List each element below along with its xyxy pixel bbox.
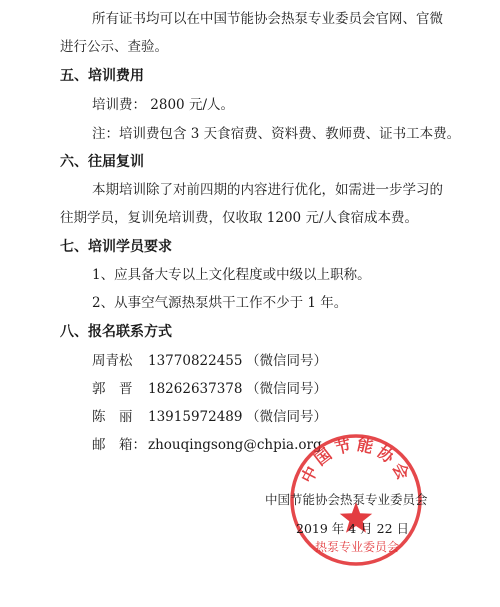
svg-text:中国节能协会 [297,435,414,486]
retraining-line2: 往期学员，复训免培训费，仅收取 1200 元/人食宿成本费。 [60,210,418,226]
seal-bottom-text: 热泵专业委员会 [315,540,400,554]
retraining-line1: 本期培训除了对前四期的内容进行优化，如需进一步学习的 [92,182,443,198]
contact-name: 陈 丽 [92,409,133,425]
contact-row [92,380,327,398]
email-link[interactable]: zhouqingsong@chpia.org [148,437,322,453]
requirement-1: 1、应具备大专以上文化程度或中级以上职称。 [92,267,371,283]
section5-heading: 五、培训费用 [60,68,144,84]
certificate-paragraph-line2: 进行公示、查验。 [60,39,168,55]
section7-heading: 七、培训学员要求 [60,239,172,255]
training-fee: 培训费： 2800 元/人。 [92,97,234,113]
signature-org: 中国节能协会热泵专业委员会 [265,492,428,507]
contact-phone: 18262637378 [148,381,243,397]
contact-note: （微信同号） [246,409,327,425]
contact-row [92,352,327,370]
section6-heading: 六、往届复训 [60,154,144,170]
contact-name: 郭 晋 [92,381,133,397]
certificate-paragraph-line1: 所有证书均可以在中国节能协会热泵专业委员会官网、官微 [92,11,443,27]
email-label: 邮 箱： [92,437,146,453]
contact-note: （微信同号） [246,353,327,369]
seal-arc-text: 中国节能协会 [297,434,415,487]
contact-name: 周青松 [92,353,133,369]
contact-note: （微信同号） [246,381,327,397]
requirement-2: 2、从事空气源热泵烘干工作不少于 1 年。 [92,295,348,311]
fee-note: 注：培训费包含 3 天食宿费、资料费、教师费、证书工本费。 [92,126,461,142]
contact-phone: 13915972489 [148,409,243,425]
signature-date: 2019 年 4 月 22 日 [296,521,410,536]
contact-row [92,408,327,426]
contact-phone: 13770822455 [148,353,243,369]
section8-heading: 八、报名联系方式 [60,324,172,340]
